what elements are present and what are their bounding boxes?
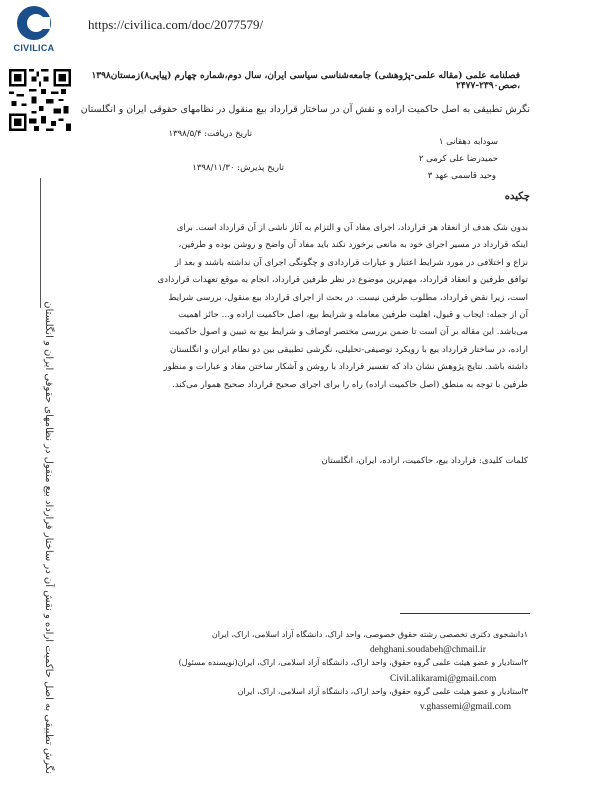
abstract-line: نزاع و اختلافی در مورد شرایط اعتبار و عبارات قراردادی و چگونگی اجرای آن نداشته باشند و بعد از bbox=[174, 257, 528, 268]
abstract-line: اراده، در ساختار قرارداد بیع با رویکرد توصیفی-تحلیلی، نگرشی تطبیقی بین دو نظام ایران و انگلستان bbox=[170, 344, 528, 355]
abstract-line: است، زیرا نقض قرارداد، مطلوب طرفین نیست. در بحث از اجرای قرارداد بیع منقول، بررسی شرایط bbox=[168, 292, 528, 303]
keywords: کلمات کلیدی: قرارداد بیع، حاکمیت، اراده، ایران، انگلستان bbox=[321, 456, 528, 466]
abstract-body bbox=[112, 220, 528, 394]
footnote-1-email[interactable]: dehghani.soudabeh@chmail.ir bbox=[370, 645, 486, 655]
abstract-line: طرفین با توجه به منطق (اصل حاکمیت اراده) راه را برای اجرای صحیح قرارداد صحیح هموار می‌کند. bbox=[172, 379, 528, 390]
journal-header: فصلنامه علمی (مقاله علمی-پژوهشی) جامعه‌شناسی سیاسی ایران، سال دوم،شماره چهارم (پیاپی۸)زمستان۱۳۹۸ ،صص۲۳۹۰-۲۴۷۷ bbox=[91, 71, 520, 91]
abstract-line: می‌باشد. این مقاله بر آن است تا ضمن بررسی مختصر اوصاف و شرایط بیع به تبیین و اصول حاکمیت bbox=[169, 327, 528, 338]
article-title: نگرش تطبیقی به اصل حاکمیت اراده و نقش آن در ساختار قرارداد بیع منقول در نظامهای حقوقی ایران و انگلستان bbox=[80, 104, 530, 115]
side-running-title: نگرش تطبیقی به اصل حاکمیت اراده و نقش آن در ساختار قرارداد بیع منقول در نظامهای حقوقی ایران و انگلستان bbox=[43, 301, 54, 774]
author-2: حمیدرضا علی کرمی ۲ bbox=[418, 154, 498, 164]
footnote-2: ۲استادیار و عضو هیئت علمی گروه حقوق، واحد اراک، دانشگاه آزاد اسلامی، اراک، ایران(نویسنده مسئول) bbox=[178, 658, 528, 667]
abstract-heading: چکیده bbox=[504, 191, 530, 202]
received-date: تاریخ دریافت: ۱۳۹۸/۵/۴ bbox=[168, 129, 252, 139]
document-url[interactable]: https://civilica.com/doc/2077579/ bbox=[88, 17, 264, 32]
footnote-rule bbox=[400, 613, 530, 614]
author-1: سودابه دهقانی ۱ bbox=[438, 137, 498, 147]
abstract-line: اینکه قرارداد در مسیر اجرای خود به مانعی برخورد نکند باید مفاد آن واضح و روشن بوده و طرفین، bbox=[178, 240, 528, 251]
side-rule bbox=[40, 178, 41, 308]
abstract-line: داشته باشد. نتایج پژوهش نشان داد که تفسیر قرارداد با روشن و آشکار ساختن مفاد و عبارات و منظور bbox=[163, 362, 528, 373]
abstract-line: بدون شک هدف از انعقاد هر قرارداد، اجرای مفاد آن و التزام به آثار ناشی از آن قرارداد است. برای bbox=[176, 223, 528, 233]
author-3: وحید قاسمی عهد ۳ bbox=[427, 171, 496, 181]
abstract-line: آن از جمله: ایجاب و قبول، اهلیت طرفین معامله و شرایط بیع، اصل حاکمیت اراده و... حائز اهمیت bbox=[178, 310, 528, 321]
accepted-date: تاریخ پذیرش: ۱۳۹۸/۱۱/۳۰ bbox=[192, 163, 284, 173]
footnote-1: ۱دانشجوی دکتری تخصصی رشته حقوق خصوصی، واحد اراک، دانشگاه آزاد اسلامی، اراک، ایران bbox=[211, 630, 528, 639]
footnote-2-email[interactable]: Civil.alikarami@gmail.com bbox=[390, 674, 497, 684]
footnote-3-email[interactable]: v.ghassemi@gmail.com bbox=[420, 702, 511, 712]
footnote-3: ۳استادیار و عضو هیئت علمی گروه حقوق، واحد اراک، دانشگاه آزاد اسلامی، اراک، ایران bbox=[237, 687, 528, 696]
abstract-line: توافق طرفین و انعقاد قرارداد، مهم‌ترین موضوع در نظر طرفین قرارداد، انجام به موقع تعهدات قراردادی bbox=[157, 275, 528, 286]
logo-text: CIVILICA bbox=[13, 43, 55, 53]
